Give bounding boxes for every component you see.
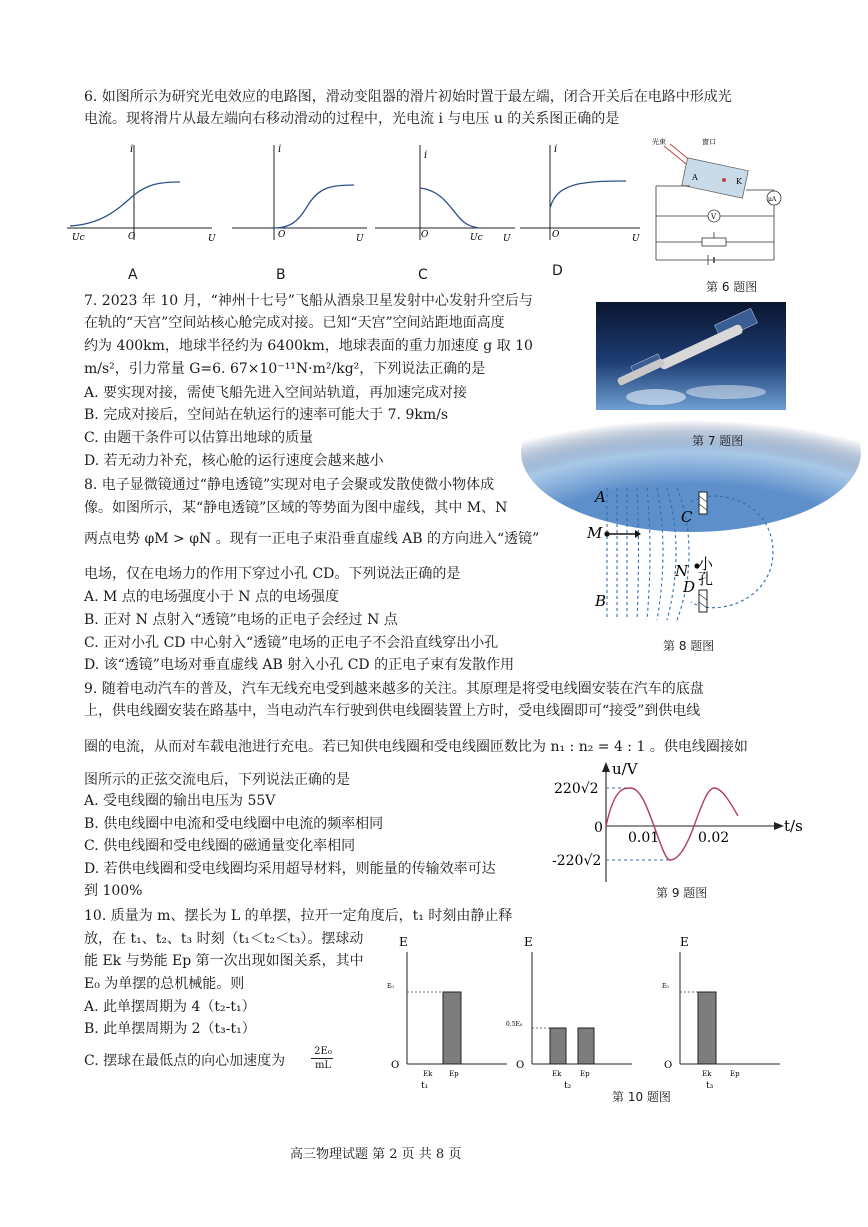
q10-t3-ek: Ek <box>702 1070 712 1078</box>
q6-label-a: A <box>128 267 138 283</box>
q9-fig-t1: 0.01 <box>628 830 660 846</box>
q10-option-c: C. 摆球在最低点的向心加速度为 <box>84 1053 286 1069</box>
q10-t2-label: t₂ <box>564 1081 572 1091</box>
q9-option-a: A. 受电线圈的输出电压为 55V <box>84 793 276 809</box>
q7-option-b: B. 完成对接后，空间站在轨运行的速率可能大于 7. 9km/s <box>84 407 449 423</box>
q6-circuit-k: K <box>736 177 742 186</box>
q10-t2-half-e0: 0.5E₀ <box>506 1021 523 1028</box>
q10-t2-origin: O <box>516 1060 525 1071</box>
q10-t1-origin: O <box>391 1060 400 1071</box>
q10-fraction-bar <box>311 1058 333 1059</box>
q6-a-uc: Uc <box>72 233 85 243</box>
q6-c-origin: O <box>421 230 429 240</box>
q6-a-axis-i: i <box>130 144 134 155</box>
q9-option-d-line2: 到 100% <box>84 883 143 899</box>
q10-caption: 第 10 题图 <box>612 1090 671 1104</box>
q10-t1-ep: Ep <box>449 1070 459 1078</box>
q6-b-axis-u: U <box>356 234 364 244</box>
page-footer: 高三物理试题 第 2 页 共 8 页 <box>290 1147 462 1162</box>
q10-energy-chart-t2 <box>506 930 640 1091</box>
q10-option-c-numerator: 2E₀ <box>314 1046 332 1057</box>
q6-label-b: B <box>276 267 286 283</box>
q9-caption: 第 9 题图 <box>656 886 708 900</box>
q6-c-axis-u: U <box>503 234 511 244</box>
q10-t3-origin: O <box>664 1060 673 1071</box>
q10-line3: 能 Ek 与势能 Ep 第一次出现如图关系，其中 <box>84 953 364 969</box>
q10-t2-ek: Ek <box>552 1070 562 1078</box>
q6-caption: 第 6 题图 <box>706 280 758 294</box>
q10-t3-axis-e: E <box>680 935 689 949</box>
q6-graph-b <box>232 140 372 250</box>
q9-fig-t: t/s <box>784 817 803 835</box>
q10-option-a: A. 此单摆周期为 4（t₂-t₁） <box>84 999 256 1015</box>
q10-t2-axis-e: E <box>524 935 533 949</box>
q10-t1-axis-e: E <box>399 935 408 949</box>
q10-t1-label: t₁ <box>421 1081 429 1091</box>
q9-fig-u: u/V <box>612 760 638 778</box>
q6-b-origin: O <box>278 230 286 240</box>
q9-line3: 圈的电流，从而对车载电池进行充电。若已知供电线圈和受电线圈匝数比为 n₁ : n₂ = 4 : 1 。供电线圈接如 <box>84 739 748 755</box>
q6-circuit-v: V <box>711 213 717 221</box>
q10-t3-ep: Ep <box>730 1070 740 1078</box>
q8-fig-c: C <box>681 508 693 526</box>
q9-line1: 9. 随着电动汽车的普及，汽车无线充电受到越来越多的关注。其原理是将受电线圈安装在汽车的底盘 <box>84 681 704 697</box>
q8-fig-n: N <box>675 562 689 580</box>
q8-option-a: A. M 点的电场强度小于 N 点的电场强度 <box>84 589 339 605</box>
q10-energy-chart-t3 <box>658 930 788 1090</box>
q6-circuit-window: 窗口 <box>702 138 716 146</box>
q6-c-uc: Uc <box>470 233 483 243</box>
q6-d-axis-u: U <box>632 234 640 244</box>
q6-circuit-light: 光束 <box>652 138 666 146</box>
q8-line2: 像。如图所示，某“静电透镜”区域的等势面为图中虚线，其中 M、N <box>84 500 508 516</box>
q9-ac-graph <box>548 760 808 885</box>
q6-c-axis-i: i <box>424 150 428 161</box>
q8-fig-d: D <box>683 578 696 596</box>
q10-t3-e0: E₀ <box>662 983 669 990</box>
q6-label-c: C <box>418 267 428 283</box>
q9-line2: 上，供电线圈安装在路基中，当电动汽车行驶到供电线圈装置上方时，受电线圈即可“接受”到供电线 <box>84 703 701 719</box>
q6-graph-d <box>520 140 645 250</box>
q10-t1-ek: Ek <box>423 1070 433 1078</box>
q8-fig-hole: 小孔 <box>696 556 714 586</box>
q6-line2: 电流。现将滑片从最左端向右移动滑动的过程中，光电流 i 与电压 u 的关系图正确的是 <box>84 111 620 127</box>
q7-line4: m/s²，引力常量 G=6. 67×10⁻¹¹N·m²/kg²，下列说法正确的是 <box>84 361 486 377</box>
q10-energy-chart-t1 <box>385 930 515 1090</box>
q8-option-c: C. 正对小孔 CD 中心射入“透镜”电场的正电子不会沿直线穿出小孔 <box>84 635 499 651</box>
q7-space-station-image <box>596 302 786 410</box>
q8-line1: 8. 电子显微镜通过“静电透镜”实现对电子会聚或发散使微小物体成 <box>84 477 495 493</box>
q6-d-origin: O <box>552 230 560 240</box>
q7-caption: 第 7 题图 <box>692 434 744 448</box>
q10-line4: E₀ 为单摆的总机械能。则 <box>84 976 245 992</box>
q6-graph-a <box>62 140 216 250</box>
q8-lens-figure <box>585 482 775 622</box>
q8-line4: 电场，仅在电场力的作用下穿过小孔 CD。下列说法正确的是 <box>84 566 461 582</box>
q6-graph-c <box>375 140 515 250</box>
q9-line4: 图所示的正弦交流电后，下列说法正确的是 <box>84 772 350 788</box>
q10-option-c-denominator: mL <box>314 1060 332 1071</box>
q6-a-origin: O <box>128 232 136 242</box>
q10-line2: 放，在 t₁、t₂、t₃ 时刻（t₁＜t₂＜t₃）。摆球动 <box>84 931 364 947</box>
q6-b-axis-i: i <box>278 144 282 155</box>
q9-fig-zero: 0 <box>594 820 603 836</box>
q6-circuit-a: A <box>692 173 698 182</box>
q6-circuit <box>650 136 800 266</box>
q9-fig-t2: 0.02 <box>698 830 730 846</box>
q10-t2-ep: Ep <box>580 1070 590 1078</box>
q7-line2: 在轨的“天宫”空间站核心舱完成对接。已知“天宫”空间站距地面高度 <box>84 315 505 331</box>
q9-fig-min: -220√2 <box>552 853 602 869</box>
q6-label-d: D <box>552 263 563 279</box>
q7-line1: 7. 2023 年 10 月，“神州十七号”飞船从酒泉卫星发射中心发射升空后与 <box>84 293 533 309</box>
q8-option-d: D. 该“透镜”电场对垂直虚线 AB 射入小孔 CD 的正电子束有发散作用 <box>84 657 515 673</box>
q8-caption: 第 8 题图 <box>663 639 715 653</box>
q6-line1: 6. 如图所示为研究光电效应的电路图，滑动变阻器的滑片初始时置于最左端，闭合开关后在电路中形成光 <box>84 89 732 105</box>
q9-option-b: B. 供电线圈中电流和受电线圈中电流的频率相同 <box>84 816 384 832</box>
q6-d-axis-i: i <box>554 144 558 155</box>
q6-a-axis-u: U <box>208 234 216 244</box>
q7-option-d: D. 若无动力补充，核心舱的运行速度会越来越小 <box>84 453 384 469</box>
q8-fig-a: A <box>595 488 606 506</box>
q9-fig-max: 220√2 <box>554 781 599 797</box>
q9-option-d-line1: D. 若供电线圈和受电线圈均采用超导材料，则能量的传输效率可达 <box>84 861 496 877</box>
q8-line3: 两点电势 φM > φN 。现有一正电子束沿垂直虚线 AB 的方向进入“透镜” <box>84 531 540 547</box>
q8-fig-m: M <box>587 524 603 542</box>
q9-option-c: C. 供电线圈和受电线圈的磁通量变化率相同 <box>84 838 356 854</box>
q7-option-a: A. 要实现对接，需使飞船先进入空间站轨道，再加速完成对接 <box>84 385 468 401</box>
q10-t3-label: t₃ <box>706 1081 714 1091</box>
q6-circuit-ua: μA <box>768 196 777 203</box>
q10-line1: 10. 质量为 m、摆长为 L 的单摆，拉开一定角度后，t₁ 时刻由静止释 <box>84 908 513 924</box>
q7-option-c: C. 由题干条件可以估算出地球的质量 <box>84 430 314 446</box>
q8-fig-b: B <box>595 592 607 610</box>
q8-option-b: B. 正对 N 点射入“透镜”电场的正电子会经过 N 点 <box>84 612 398 628</box>
q7-line3: 约为 400km，地球半径约为 6400km，地球表面的重力加速度 g 取 10 <box>84 338 533 354</box>
q10-t1-e0: E₀ <box>387 983 394 990</box>
q10-option-b: B. 此单摆周期为 2（t₃-t₁） <box>84 1021 256 1037</box>
